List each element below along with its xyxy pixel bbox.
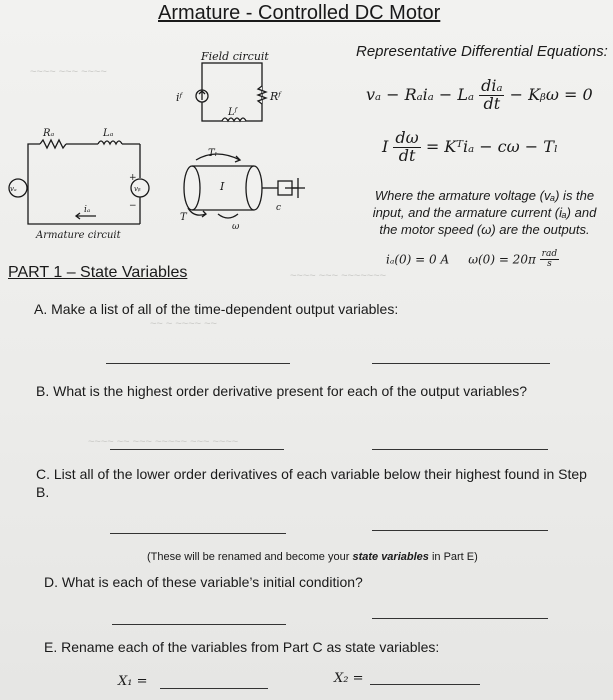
label-c: c (276, 203, 282, 213)
inductor-la-icon (98, 141, 122, 144)
ic-omega-unit (540, 250, 559, 270)
bleed-through-text: ~~~~ ~~~ ~~~~ (30, 66, 107, 78)
label-vb: vᵦ (134, 185, 141, 193)
answer-blank-c1[interactable] (110, 533, 286, 534)
label-t: T (180, 212, 187, 223)
state-var-x1-blank[interactable] (160, 688, 268, 689)
bleed-through-text: ~~ ~ ~~~~ ~~ (150, 318, 217, 330)
question-e: E. Rename each of the variables from Part C as state variables: (44, 639, 440, 655)
eq1-frac-num: diₐ (481, 76, 503, 95)
page-title: Armature - Controlled DC Motor (158, 2, 441, 24)
ic-omega: ω(0) = 20π (468, 252, 536, 267)
note-bold: state variables (352, 551, 429, 563)
label-rf: Rᶠ (270, 90, 281, 103)
eq2-rhs: = Kᵀiₐ − cω − Tₗ (425, 136, 558, 156)
eq2-frac-num: dω (395, 128, 419, 147)
label-lf: Lᶠ (228, 107, 237, 118)
answer-blank-b2[interactable] (372, 449, 548, 450)
part1-heading: PART 1 – State Variables (8, 264, 188, 281)
question-a: A. Make a list of all of the time-dependent output variables: (34, 301, 399, 317)
answer-blank-c2[interactable] (372, 530, 548, 531)
label-inertia: I (220, 180, 225, 193)
equation-armature (366, 78, 593, 113)
inductor-lf-icon (222, 118, 246, 121)
eq1-lhs: vₐ − Rₐiₐ − Lₐ (366, 84, 475, 104)
motor-circuit-diagram (0, 48, 355, 248)
initial-conditions (386, 250, 559, 270)
ic-ia: iₐ(0) = 0 A (386, 252, 450, 267)
question-d: D. What is each of these variable’s initial condition? (44, 574, 363, 590)
eq1-rhs: − Kᵦω = 0 (509, 84, 593, 104)
field-circuit-label: Field circuit (201, 50, 269, 63)
ic-unit-den: s (547, 259, 552, 270)
load-torque-arrow-icon (196, 154, 240, 160)
input-output-description: Where the armature voltage (vₐ) is the input, and the armature current (iₐ) and the motor speed (ω) are the outputs. (372, 188, 597, 237)
bleed-through-text: ~~~~ ~~ ~~~ ~~~~~ ~~~ ~~~~ (88, 436, 239, 448)
label-tl: Tₗ (208, 148, 218, 159)
resistor-rf-icon (258, 86, 266, 104)
equations-heading: Representative Differential Equations: (356, 43, 608, 60)
label-ia: iₐ (84, 205, 91, 215)
question-c: C. List all of the lower order derivatives of each variable below their highest found in Step B. (36, 466, 587, 500)
eq1-fraction (479, 78, 504, 113)
resistor-ra-icon (40, 140, 66, 148)
state-variables-note (147, 551, 478, 563)
label-minus: − (129, 201, 137, 211)
answer-blank-a2[interactable] (372, 363, 550, 364)
state-var-x1-label: X₁ = (118, 674, 148, 689)
rotor-end-icon (184, 166, 200, 210)
armature-wire (28, 144, 40, 153)
state-var-x2-blank[interactable] (370, 684, 480, 685)
answer-blank-a1[interactable] (106, 363, 290, 364)
answer-blank-d1[interactable] (112, 624, 286, 625)
equation-mechanical (382, 130, 558, 165)
armature-circuit-label: Armature circuit (36, 230, 121, 241)
eq1-frac-den: dt (483, 93, 501, 113)
state-var-x2-label: X₂ = (334, 671, 364, 686)
label-if: iᶠ (176, 91, 183, 104)
label-omega: ω (232, 222, 240, 232)
inertia-disk-icon (246, 166, 262, 210)
label-va: vₐ (10, 185, 17, 193)
note-prefix: (These will be renamed and become your (147, 551, 353, 563)
bleed-through-text: ~~~~ ~~~ ~~~~~~~ (290, 270, 387, 282)
question-b: B. What is the highest order derivative present for each of the output variables? (36, 383, 528, 399)
eq2-fraction (393, 130, 420, 165)
eq2-frac-den: dt (398, 145, 416, 165)
note-suffix: in Part E) (428, 551, 478, 563)
answer-blank-d2[interactable] (372, 618, 548, 619)
label-la: Lₐ (103, 128, 114, 139)
eq2-lhs: I (382, 136, 389, 156)
label-ra: Rₐ (43, 128, 55, 139)
ic-unit-num: rad (541, 249, 558, 259)
omega-arrow-icon (218, 214, 238, 218)
label-plus: + (129, 173, 137, 183)
answer-blank-b1[interactable] (110, 449, 284, 450)
